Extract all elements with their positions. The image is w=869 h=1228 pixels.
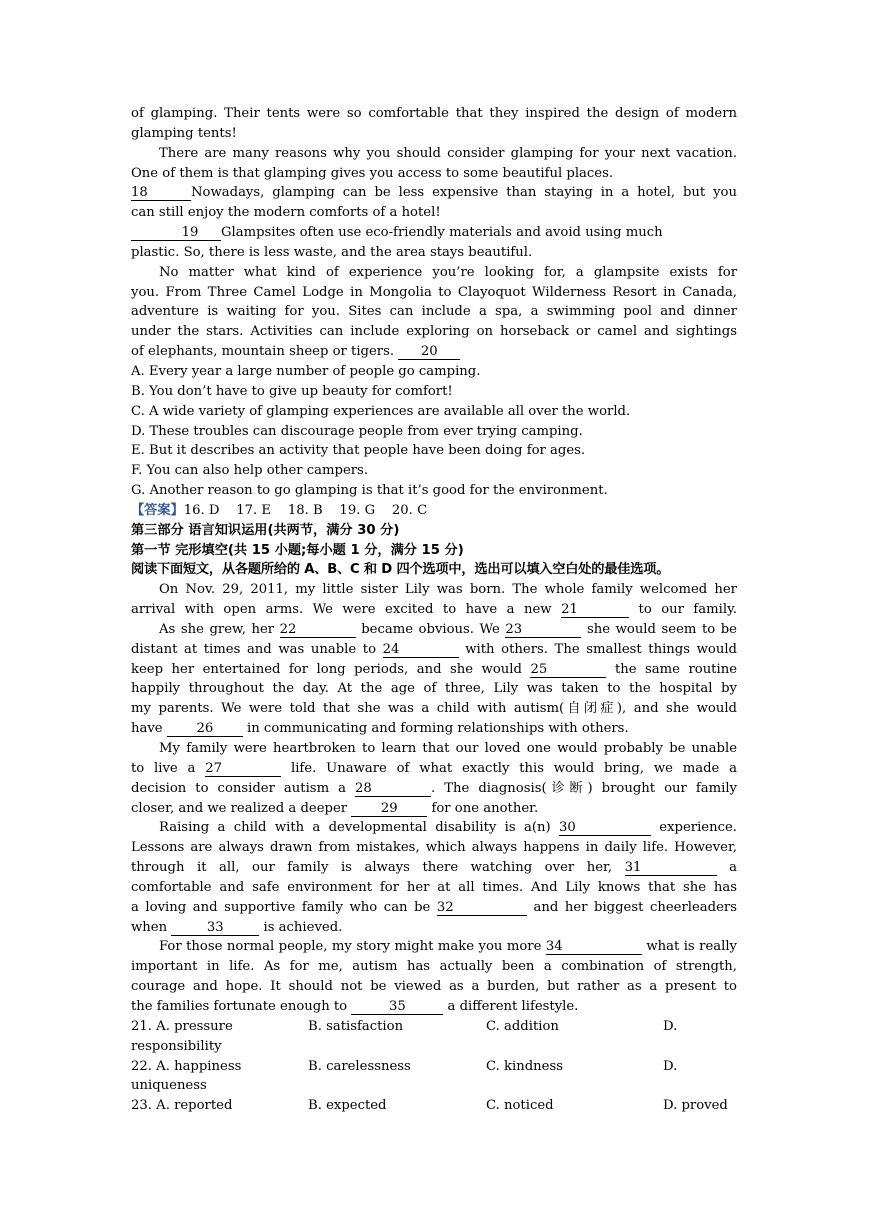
q23-option-c: C. noticed xyxy=(486,1098,554,1114)
q23-option-b: B. expected xyxy=(308,1098,387,1114)
text-line: comfortable and safe environment for her at all times. And Lily knows that she has xyxy=(131,879,737,895)
blank-22: 22 xyxy=(280,622,356,638)
text-line: My family were heartbroken to learn that our loved one would probably be unable xyxy=(159,741,737,756)
question-21 xyxy=(131,1017,737,1037)
text-line: to live a 27 life. Unaware of what exactly this would bring, we made a xyxy=(131,760,737,776)
text-line: when 33 is achieved. xyxy=(131,919,343,935)
instruction: 阅读下面短文，从各题所给的 A、B、C 和 D 四个选项中，选出可以填入空白处的最佳选项。 xyxy=(131,562,670,578)
text-line: 18 Nowadays, glamping can be less expensive than staying in a hotel, but you xyxy=(131,185,737,201)
text-line: of elephants, mountain sheep or tigers. 20 xyxy=(131,342,737,362)
text-line: One of them is that glamping gives you access to some beautiful places. xyxy=(131,165,614,181)
answer-label: 【答案】 xyxy=(131,502,184,518)
question-22 xyxy=(131,1057,737,1077)
text-line: Raising a child with a developmental disability is a(n) 30 experience. xyxy=(159,820,737,836)
q21-option-d: D. xyxy=(663,1018,678,1034)
blank-21: 21 xyxy=(561,602,629,618)
text-line: adventure is waiting for you. Sites can include a spa, a swimming pool and dinner xyxy=(131,304,737,320)
blank-20: 20 xyxy=(398,344,460,360)
text-line: closer, and we realized a deeper 29 for one another. xyxy=(131,800,539,816)
blank-29: 29 xyxy=(351,801,427,817)
blank-33: 33 xyxy=(171,920,259,936)
choice-d: D. These troubles can discourage people from ever trying camping. xyxy=(131,423,583,439)
text-line: As she grew, her 22 became obvious. We 23 she would seem to be xyxy=(159,621,737,637)
blank-28: 28 xyxy=(355,781,431,797)
document-page xyxy=(131,104,737,1116)
blank-26: 26 xyxy=(167,721,243,737)
choice-b: B. You don’t have to give up beauty for comfort! xyxy=(131,383,453,399)
choice-c: C. A wide variety of glamping experiences are available all over the world. xyxy=(131,403,631,419)
text-line: the families fortunate enough to 35 a different lifestyle. xyxy=(131,998,579,1014)
blank-32: 32 xyxy=(437,900,527,916)
text-line: arrival with open arms. We were excited to have a new 21 to our family. xyxy=(131,602,737,618)
text-line: glamping tents! xyxy=(131,125,237,141)
text-line: happily throughout the day. At the age of three, Lily was taken to the hospital by xyxy=(131,681,737,697)
blank-34: 34 xyxy=(546,939,642,955)
q22-option-a: 22. A. happiness xyxy=(131,1058,242,1074)
answer-line xyxy=(131,501,737,521)
answer-text: 16. D 17. E 18. B 19. G 20. C xyxy=(183,502,428,518)
q22-option-d-text: uniqueness xyxy=(131,1078,207,1094)
text-line: my parents. We were told that she was a child with autism(自闭症), and she would xyxy=(131,701,737,717)
blank-27: 27 xyxy=(205,761,281,777)
text-line: under the stars. Activities can include exploring on horseback or camel and sightings xyxy=(131,324,737,340)
text-line: decision to consider autism a 28 . The diagnosis(诊断) brought our family xyxy=(131,780,737,796)
text-line: can still enjoy the modern comforts of a hotel! xyxy=(131,205,441,221)
choice-a: A. Every year a large number of people go camping. xyxy=(131,363,481,379)
blank-23: 23 xyxy=(505,622,581,638)
text-line: a loving and supportive family who can be 32 and her biggest cheerleaders xyxy=(131,899,737,915)
section-title: 第三部分 语言知识运用(共两节，满分 30 分) xyxy=(131,522,400,538)
q21-option-b: B. satisfaction xyxy=(308,1018,404,1034)
text-line: of glamping. Their tents were so comfortable that they inspired the design of modern xyxy=(131,106,737,121)
text-line: plastic. So, there is less waste, and the area stays beautiful. xyxy=(131,244,533,260)
blank-18: 18 xyxy=(131,185,191,201)
blank-25: 25 xyxy=(530,662,606,678)
q21-option-a: 21. A. pressure xyxy=(131,1018,233,1034)
text-line: courage and hope. It should not be viewed as a burden, but rather as a present to xyxy=(131,979,737,995)
text-line: you. From Three Camel Lodge in Mongolia to Clayoquot Wilderness Resort in Canada, xyxy=(131,284,737,300)
text-line: There are many reasons why you should consider glamping for your next vacation. xyxy=(159,145,737,161)
q22-option-c: C. kindness xyxy=(486,1058,563,1074)
choice-g: G. Another reason to go glamping is that it’s good for the environment. xyxy=(131,483,608,499)
blank-19: 19 xyxy=(131,225,221,241)
q21-option-d-text: responsibility xyxy=(131,1038,222,1054)
text-line: Lessons are always drawn from mistakes, which always happens in daily life. However, xyxy=(131,840,737,856)
question-23 xyxy=(131,1096,737,1116)
q22-option-b: B. carelessness xyxy=(308,1058,411,1074)
text-line: important in life. As for me, autism has actually been a combination of strength, xyxy=(131,959,737,975)
choice-f: F. You can also help other campers. xyxy=(131,463,369,479)
text-line: through it all, our family is always there watching over her, 31 a xyxy=(131,860,737,876)
q23-option-a: 23. A. reported xyxy=(131,1098,233,1114)
text-line: have 26 in communicating and forming relationships with others. xyxy=(131,721,629,737)
q21-option-c: C. addition xyxy=(486,1018,559,1034)
choice-e: E. But it describes an activity that people have been doing for ages. xyxy=(131,443,586,459)
text-line: distant at times and was unable to 24 with others. The smallest things would xyxy=(131,641,737,657)
blank-31: 31 xyxy=(625,860,717,876)
text-line: On Nov. 29, 2011, my little sister Lily was born. The whole family welcomed her xyxy=(159,582,737,598)
text-line: 19 Glampsites often use eco-friendly materials and avoid using much xyxy=(131,223,737,243)
blank-24: 24 xyxy=(383,642,459,658)
blank-30: 30 xyxy=(559,820,651,836)
text-line: keep her entertained for long periods, and she would 25 the same routine xyxy=(131,661,737,677)
subsection-title: 第一节 完形填空(共 15 小题;每小题 1 分，满分 15 分) xyxy=(131,542,464,558)
text-line: For those normal people, my story might make you more 34 what is really xyxy=(159,939,738,955)
q22-option-d: D. xyxy=(663,1058,678,1074)
blank-35: 35 xyxy=(351,999,443,1015)
text-line: No matter what kind of experience you’re looking for, a glampsite exists for xyxy=(159,264,737,280)
q23-option-d: D. proved xyxy=(663,1098,728,1114)
